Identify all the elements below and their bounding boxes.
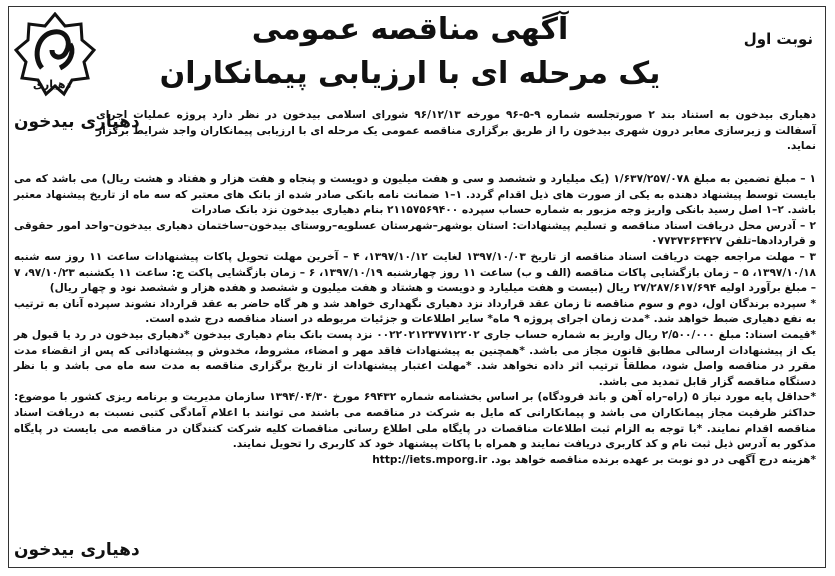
logo-caption: دهیاری <box>32 78 72 91</box>
item-3: ۳ – مهلت مراجعه جهت دریافت اسناد مناقصه از تاریخ ۱۳۹۷/۱۰/۰۳ لغایت ۱۳۹۷/۱۰/۱۲، ۴ – آخرین مهلت تحویل پاکات پیشنهادات ساعت ۱۱ روز سه شنبه ۱۳۹۷/۱۰/۱۸، ۵ – زمان بازگشایی پاکات مناقصه (الف و ب) ساعت ۱۱ روز چهارشنبه ۱۳۹۷/۱۰/۱۹، ۶ – زمان بازگشایی پاکت ج: ساعت ۱۱ یکشنبه ۹۷/۱۰/۲۳، ۷ – مبلغ برآورد اولیه ۲۷/۲۸۷/۶۱۷/۶۹۴ ریال (بیست و هفت میلیارد و دویست و هشتاد و هفت میلیون و ششصد و هفده هزار و ششصد نود و چهار ریال) <box>14 250 817 295</box>
note-2: *قیمت اسناد: مبلغ ۲/۵۰۰/۰۰۰ ریال واریز به شماره حساب جاری ۰۰۲۲۰۲۱۲۳۷۷۱۲۲۰۲ نزد پست بانک بنام دهیاری بیدخون *دهیاری بیدخون در رد یا قبول هر یک از پیشنهادات ارسالی مطابق قانون مجاز می باشد. *همچنین به پیشنهادات فاقد مهر و امضاء، مشروط، مخدوش و پیشنهاداتی که پس از انقضاء مدت مقرر در مناقصه واصل شود، مطلقاً ترتیب اثر داده نخواهد شد. *مهلت اعتبار پیشنهادات از تاریخ برگزاری مناقصه به مدت سه ماه می باشد و با نظر دستگاه مناقصه گزار قابل تمدید می باشد. <box>14 328 817 388</box>
round-label: نوبت اول <box>743 30 813 48</box>
note-4 <box>14 453 816 469</box>
note-3: *حداقل پایه مورد نیاز ۵ (راه–راه آهن و باند فرودگاه) بر اساس بخشنامه شماره ۶۹۴۳۲ مورخ ۱۳۹۴/۰۴/۳۰ سازمان مدیریت و برنامه ریزی کشور با موضوع: حداکثر ظرفیت مجاز پیمانکاران می باشد و پیمانکارانی که مایل به شرکت در مناقصه می باشند می توانند با اعلام آمادگی کتبی نسبت به دریافت اسناد مناقصه اقدام نمایند. *با توجه به الزام ثبت اطلاعات مناقصات در پایگاه ملی اطلاع رسانی مناقصات کلیه شرکت کنندگان در مناقصه می بایست در پایگاه مذکور به آدرس ذیل ثبت نام و کد کاربری دریافت نمایند و همراه با پاکات پیشنهاد خود کد کاربری را تحویل نمایند. <box>14 391 816 451</box>
intro-paragraph: دهیاری بیدخون به استناد بند ۲ صورتجلسه شماره ۹-۵-۹۶ مورخه ۹۶/۱۲/۱۳ شورای اسلامی بیدخون در نظر دارد پروژه عملیات اجرای آسفالت و زیرسازی معابر درون شهری بیدخون را از طریق برگزاری مناقصه عمومی یک مرحله ای با ارزیابی پیمانکاران واجد شرایط برگزار نماید. <box>96 109 816 153</box>
note-1: * سپرده برندگان اول، دوم و سوم مناقصه تا زمان عقد قرارداد نزد دهیاری نگهداری خواهد شد و هر گاه حاضر به عقد قرارداد نشوند سپرده آنان به ترتیب به نفع دهیاری ضبط خواهد شد. *مدت زمان اجرای پروژه ۹ ماه* سایر اطلاعات و جزئیات مربوطه در اسناد مناقصه درج شده است. <box>14 297 816 326</box>
intro-block <box>96 108 816 155</box>
item-1: ۱ – مبلغ تضمین به مبلغ ۱/۶۳۷/۲۵۷/۰۷۸ (یک میلیارد و ششصد و سی و هفت میلیون و دویست و پنجاه و هفت هزار و هفتاد و هشت ریال) می باشد که می بایست توسط پیشنهاد دهنده به یکی از صورت های ذیل اقدام گردد. ۱–۱ ضمانت نامه بانکی صادر شده از بانک های معتبر که سه ماه از تاریخ پیشنهاد معتبر باشد. ۲–۱ اصل رسید بانکی واریز وجه مزبور به شماره حساب سپرده ۲۱۱۵۷۵۶۹۴۰۰ بنام دهیاری بیدخون نزد بانک صادرات <box>14 173 817 217</box>
cost-note: *هزینه درج آگهی در دو نوبت بر عهده برنده مناقصه خواهد بود. <box>490 453 816 466</box>
notice-subtitle: یک مرحله ای با ارزیابی پیمانکاران <box>159 56 661 91</box>
notice-title: آگهی مناقصه عمومی <box>251 12 569 47</box>
conditions-block <box>14 172 816 468</box>
item-2: ۲ – آدرس محل دریافت اسناد مناقصه و تسلیم پیشنهادات: استان بوشهر–شهرستان عسلویه–روستای بیدخون–ساختمان دهیاری بیدخون–واحد امور حقوقی و قراردادها–تلفن ۰۷۷۳۷۳۶۳۴۲۷ <box>14 219 816 248</box>
organization-name-bottom: دهیاری بیدخون <box>14 540 140 560</box>
organization-name-top: دهیاری بیدخون <box>14 112 140 132</box>
iets-url-link[interactable]: http://iets.mporg.ir <box>372 453 488 466</box>
